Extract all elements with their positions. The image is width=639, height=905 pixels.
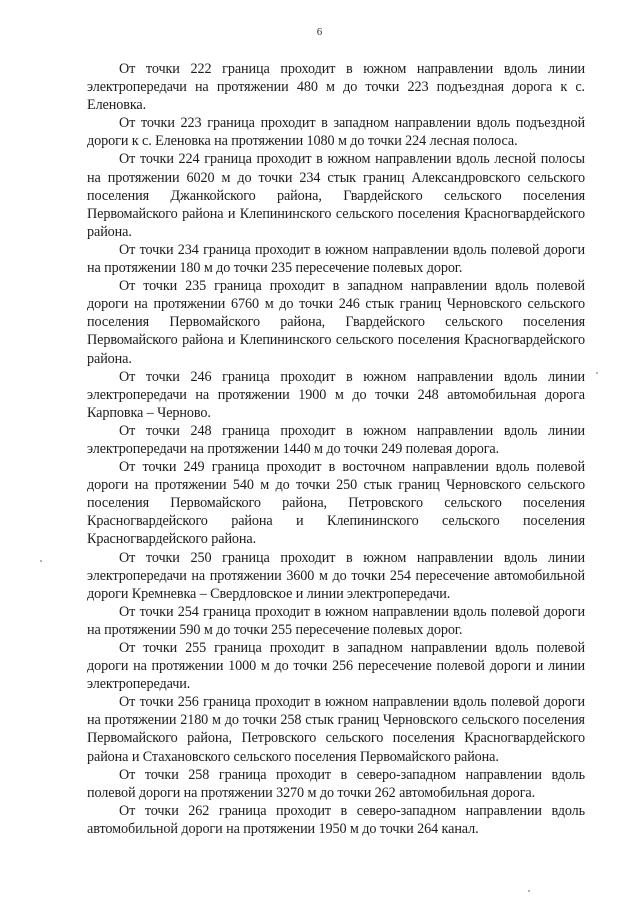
paragraph: От точки 234 граница проходит в южном направлении вдоль полевой дороги на протяжении 180 м до точки 235 пересечение полевых дорог. <box>87 241 585 277</box>
page-number: 6 <box>316 26 323 38</box>
paragraph: От точки 222 граница проходит в южном направлении вдоль линии электропередачи на протяжении 480 м до точки 223 подъездная дорога к с. Еленовка. <box>87 61 585 114</box>
paragraph: От точки 223 граница проходит в западном направлении вдоль подъездной дороги к с. Еленовка на протяжении 1080 м до точки 224 лесная полоса. <box>87 115 585 150</box>
scan-speck <box>596 372 598 374</box>
scan-speck <box>528 890 530 892</box>
paragraph: От точки 256 граница проходит в южном направлении вдоль полевой дороги на протяжении 2180 м до точки 258 стык границ Черновского сельского поселения Первомайского района, Петровского сельского поселения Красногвардейского района и Стахановского сельского поселения Первомайского района. <box>87 694 585 765</box>
paragraph: От точки 235 граница проходит в западном направлении вдоль полевой дороги на протяжении 6760 м до точки 246 стык границ Черновского сельского поселения Первомайского района, Гвардейского сельского поселения Первомайского района и Клепининского сельского поселения Красногвардейского района. <box>87 278 585 367</box>
paragraph: От точки 262 граница проходит в северо-западном направлении вдоль автомобильной дороги на протяжении 1950 м до точки 264 канал. <box>87 802 585 837</box>
paragraph: От точки 255 граница проходит в западном направлении вдоль полевой дороги на протяжении 1000 м до точки 256 пересечение полевой дороги и линии электропередачи. <box>87 640 585 693</box>
scan-speck <box>40 560 42 562</box>
paragraph: От точки 258 граница проходит в северо-западном направлении вдоль полевой дороги на протяжении 3270 м до точки 262 автомобильная дорога. <box>87 766 585 801</box>
document-body <box>87 60 585 838</box>
paragraph: От точки 250 граница проходит в южном направлении вдоль линии электропередачи на протяжении 3600 м до точки 254 пересечение автомобильной дороги Кремневка – Свердловское и линии электропередачи. <box>87 549 585 602</box>
paragraph: От точки 224 граница проходит в южном направлении вдоль лесной полосы на протяжении 6020 м до точки 234 стык границ Александровского сельского поселения Джанкойского района, Гвардейского сельского поселения Первомайского района и Клепининского сельского поселения Красногвардейского района. <box>87 151 585 240</box>
paragraph: От точки 248 граница проходит в южном направлении вдоль линии электропередачи на протяжении 1440 м до точки 249 полевая дорога. <box>87 422 585 457</box>
paragraph: От точки 254 граница проходит в южном направлении вдоль полевой дороги на протяжении 590 м до точки 255 пересечение полевых дорог. <box>87 603 585 638</box>
paragraph: От точки 246 граница проходит в южном направлении вдоль линии электропередачи на протяжении 1900 м до точки 248 автомобильная дорога Карповка – Черново. <box>87 368 585 421</box>
paragraph: От точки 249 граница проходит в восточном направлении вдоль полевой дороги на протяжении 540 м до точки 250 стык границ Черновского сельского поселения Первомайского района, Петровского сельского поселения Красногвардейского района и Клепининского сельского поселения Красногвардейского района. <box>87 459 585 548</box>
